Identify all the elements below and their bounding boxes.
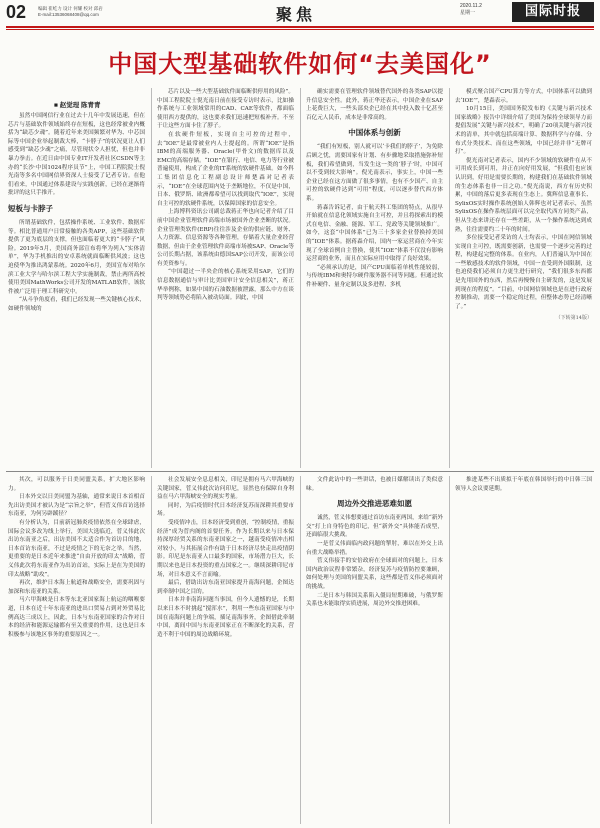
column-divider [300,476,301,824]
column-divider [151,88,152,468]
column-divider [151,476,152,824]
email-line: E-mail:13536068408@qq.com [38,12,99,17]
paragraph: 最后，借助出访东南亚国家提升南海问题，企图达到牵制中国之目的。 [157,580,294,595]
subheading: 周边外交推进恶难如愿 [337,499,412,509]
column-divider [449,88,450,468]
paragraph: 倪光南对记者表示，国内不少领域的软硬件在从不可用成长到可用，并正在向好用发展，“但我们也应该认识到，好用是需要长期的，构建我们在基础软件领域的生态体系也非一日之功。”倪光南说，西方有历史积累，中国的落后更多表现在生态上。冀辉信息董事长、SylixOS实时操作系统创始人韩辉也对记者表示，虽然SylixOS在操作系统层面可以完全取代西方同类产品，但从生态来讲还存在一些差距，从一个操作系统达到成熟，往往需要约二十年的时间。 [455,157,592,233]
column-divider [300,88,301,468]
editor-line: 编辑 崔屹力 设计 何耀 校对 邱岩 [38,6,103,11]
paragraph: 受疫情冲击，日本经济受到重创，“控制疫情，重振经济”成为菅内阁的首要任务。作为长期以来与日本保持深厚经贸关系的东南亚国家之一，越南受疫情冲击相对较小，与其拓展合作有助于日本经济尽快走出疫情阴影。印尼是东南亚人口最多的国家，市场潜力巨大，长期以来也是日本投资的重点国家之一。继续深耕印尼市场，对日本意义不言而喻。 [157,519,294,578]
lower-column-2 [157,476,294,824]
paragraph: “中国超过一半央企的核心系统采用SAP，它们的信息数据通信与审计比美国审计安全信息相关”，蒋正华举例称，如果中国的石油数据被泄露，那么中方在谈判等领域势必将陷入被动局面。因此，中国 [157,269,294,302]
paragraph: “必须承认的是，国产CPU面临着单机性能较弱，与传统IBM和奥特尔硬件服务器不同等问题。但通过软件补硬件、量身定制以及多进程、多机 [306,264,443,288]
paragraph: 上海博科资讯公司副总裁蒋正华也向记者介绍了目前中国企业管理软件高端市场被国外企业垄断的状况。企业管理类软件(ERP)往往涉及企业的供应链、财务、人力资源、信息资源等各种管理，存储着大量企业经营数据，但由于企业管理软件高端市场被SAP、Oracle等公司长期占据，该系统由德国SAP公司开发，而该公司有美资参与。 [157,209,294,267]
paragraph: 再次，维护日本海上航道和战略安全，需要巩固与加深和东南亚的关系。 [8,580,145,595]
paragraph: 芯片以及一些大型基础软件面临断供停用的风险”。中国工程院院士倪光南日前在接受专访时表示，比如操作系统与工业领域常用的CAD、CAE等软件，都面临使用西方提供的，这也要求我们迅速把短板补齐。不至于让这些方面卡住了脖子。 [157,89,294,130]
paragraph: 模式聚合国产CPU算力等方式，中国体系可以做到去‘IOE’”，楚森表示。 [455,89,592,104]
paragraph: 虽然中国网信行业在过去十几年中发展迅速，但在芯片与基础软件领域始终存在短板，这也经常被业内概括为“缺芯少魂”。随着近年来美国频繁对华为、中芯国际等中国企业举起制裁大棒，“卡脖子”的状况更让人们感受到“缺芯少魂”之痛，尽管现状令人担忧，但也并非暴力拳击。在近日由中国专业IT开发者社区CSDN等主办的“长沙·中国1024程序员节”上，中国工程院院士倪光南等多名中国网信界资深人士接受了记者专访。在他们看来，中国通过体系建设与实践创新，已经在逐渐将批评的这只手推开。 [8,113,145,197]
lower-column-3 [306,476,443,824]
article-column-3 [306,88,443,467]
paragraph: 所谓基础软件，包括操作系统、工业软件、数据库等。相比普通用户日常接触的各类APP，这些基础软件提供了更为底层的支撑，但也面临着更大的“卡脖子”风险。2019年5月，美国商务部宣布将华为列入“实体清单”，华为手机推出的安卓系统就面临断供风波；这也迫使华为推出鸿蒙系统。2020年6月，美国宣布对哈尔滨工业大学与哈尔滨工程大学实施制裁，禁止两所高校使用美国MathWorks公司开发的MATLAB软件，该软件被广泛用于理工科研究中。 [8,219,145,295]
paragraph: “从斗争角度看，我们已经发现一些关键核心技术，如硬件领域的 [8,297,145,312]
paragraph: 日本外交以日美同盟为基轴，通常来说日本首相首先出访美国才被认为是“宗旨之举”，但菅义伟首访选择东南亚，为何另辟蹊径？ [8,494,145,518]
paragraph: 菅义伟接手的安倍政府在全球面对的问题上，日本国内政治议程非常繁杂，经济复苏与疫情防控要兼顾，如何处理与美国的同盟关系，这些都是菅义伟必须面对的挑战。 [306,558,443,590]
paragraph: 一是菅义伟面临内政问题的掣肘，难以在外交上出台重大战略举措。 [306,540,443,556]
article-headline: 中国大型基础软件如何“去美国化” [108,50,492,78]
paragraph: “我们有短板，别人就可以‘卡我们的脖子’，为免除后顾之忧，需要国家有计划、有步骤地采取措施弥补短板，我们希望做到，当发生这一类的‘脖子’时，中国可以不受到较大影响”。倪光南表示，事实上，中国一些企业已经在这方面做了很多事情，也有不少国产、自主可控的软硬件达到“可用”程度，可以逐步替代西方体系。 [306,144,443,202]
article-column-2 [157,88,294,467]
article-column-4 [455,88,592,467]
article-byline: ■ 赵觉珵 陈青青 [54,102,101,109]
subheading: 中国体系与创新 [348,128,401,138]
header-rule-thin [6,29,594,30]
paragraph: 诚然，菅义伟想要通过首访东南亚两国，来给“新外交”打上自身特色的印记，但“新外交”具体能否成型，还面临很大挑战。 [306,515,443,539]
paragraph: 其次，可以服务于日美同盟关系，扩大地区影响力。 [8,477,145,492]
newspaper-logo: 国际时报 [512,2,594,22]
paragraph: 确实需要在管理软件领域替代国外的各类SAP以提升信息安全性。此外，蒋正华还表示，中国企业在SAP上花费巨大，一些头部央企已经在其中投入数十亿甚至百亿元人民币，成本是非常高的。 [306,89,443,121]
paragraph: 推进某些不出质拟于年底在韩国举行的中日韩三国领导人会议要延期。 [455,477,592,492]
paragraph: 文件此访中的一些讲话，也被日媒解读出了类似意味。 [306,477,443,492]
lower-column-4 [455,476,592,824]
paragraph: 10月15日，美国国务院发布的《关键与新兴技术国家战略》报告中详细介绍了美国为保持全球领导力而提倡发展“关键与新兴技术”，明确了20项关键与新兴技术的清单，其中就包括高端计算、数据科学与存储、分布式分类技术、而在这些领域，中国已经并非“无牌可打”。 [455,106,592,156]
paragraph: 在软硬件短板，实现自主可控的过程中，去“IOE”是最常被业内人士提起的。所谓“IOE”是指IBM的高端服务器、Oracle(甲骨文)的数据库以及EMC的高端存储。“IOE”在银行、电信、电力等行业被普遍使用，构成了企业的IT系统的软硬件基础。如今科工集团信息化工程副总设计师楚森对记者表示，“IOE”在全球范围内处于垄断地位，不仅是中国，日本、俄罗斯、欧洲都希望可以找到取代“IOE”，实现自主可控的软硬件系统，以保障国家的信息安全。 [157,131,294,207]
editor-info [38,6,103,18]
paragraph: 日本并非南海问题当事国，但今人遗憾的是，长期以来日本不时挑起“搅浑水”，利用一些东南亚国家与中国在南海问题上的争端，插足南海事务，企图借此牵制中国，离间中国与东南亚国家正在不断深化的关系，营造不利于中国的周边战略环境。 [157,597,294,638]
paragraph: 蒋森告诉记者，由于航天科工集团的特点，从很早开始就在信息化领域实施自主可控，并且将探索出的模式在电信、金融、能源、军工、党政等关键领域推广。如今，这套“中国体系”已为三十多家企业替换掉美国的“IOE”体系。据蒋森介绍，国内一家运营商在今年实现了全球首例自主替换，使其“IOE”体系不仅没有影响运营商的业务，而且在实际应用中取得了良好效果。 [306,204,443,263]
paragraph: 二是日本与韩国关系陷入僵局短期难破，与俄罗斯关系也未能取得实质进展，周边外交推进困难。 [306,592,443,608]
article-column-1 [8,112,145,467]
continued-note: （下转第14版） [555,315,592,322]
paragraph: 多位接受记者采访的人士均表示，中国在网信领域实现自主可控，既需要创新，也需要一个逐步完善的过程，构建起完整的体系。在业内，人们普遍认为中国在一些敏感技术的软件领域，中国一直受到外国限制，这也迫使我们必须自力更生进行研究，“我们很多东西都是先用国外的东西，然后再慢慢自主研发的，这是发展到现在的程度”。“目前，中国网信领域也是在进行政府控制推动，需要一个稳定的过程，但整体态势已经清晰了。” [455,235,592,310]
issue-date [460,3,482,17]
paragraph: 马六甲海峡是日本等东北亚国家海上航运的咽喉要道，日本在近十年东南亚的进出口贸易占到对外贸易比例高达三成以上，因此，日本与东南亚国家的合作对日本的经济和能源运输都有至关重要的作用，这也是日本积极参与该地区事务的重要原因之一。 [8,597,145,638]
column-divider [449,476,450,824]
paragraph: 有分析认为，目前新冠肺炎疫情依然在全球肆虐，国际会议多改为线上举行，美国大选临近，菅义伟此次出访东南亚之后，出访美国不太适合作为首访目的地，日本首访东南亚，不过是疫情之下的无奈之举。当然，更重要的是日本近年来推进“自由开放的印太”战略，菅义伟此次将东南亚作为出访首站，实际上是在为美国的印太战略“助攻”。 [8,519,145,578]
subheading: 短板与卡脖子 [8,203,53,213]
weekday-text: 星期一 [460,10,476,16]
section-title: 聚焦 [276,5,317,24]
lower-column-1 [8,476,145,824]
paragraph: 社会发展安全息息相关，印尼是拥有马六甲海峡的关键国家，菅义伟此次访问印尼，显然也有保障自身利益在马六甲海峡安全的现实考量。 [157,477,294,501]
date-text: 2020.11.2 [460,3,482,9]
paragraph: 同时，为后疫情时代日本经济复苏而深耕其重要市场。 [157,502,294,518]
header-rule [6,26,594,28]
page-number: 02 [6,2,27,22]
section-divider [6,471,594,472]
